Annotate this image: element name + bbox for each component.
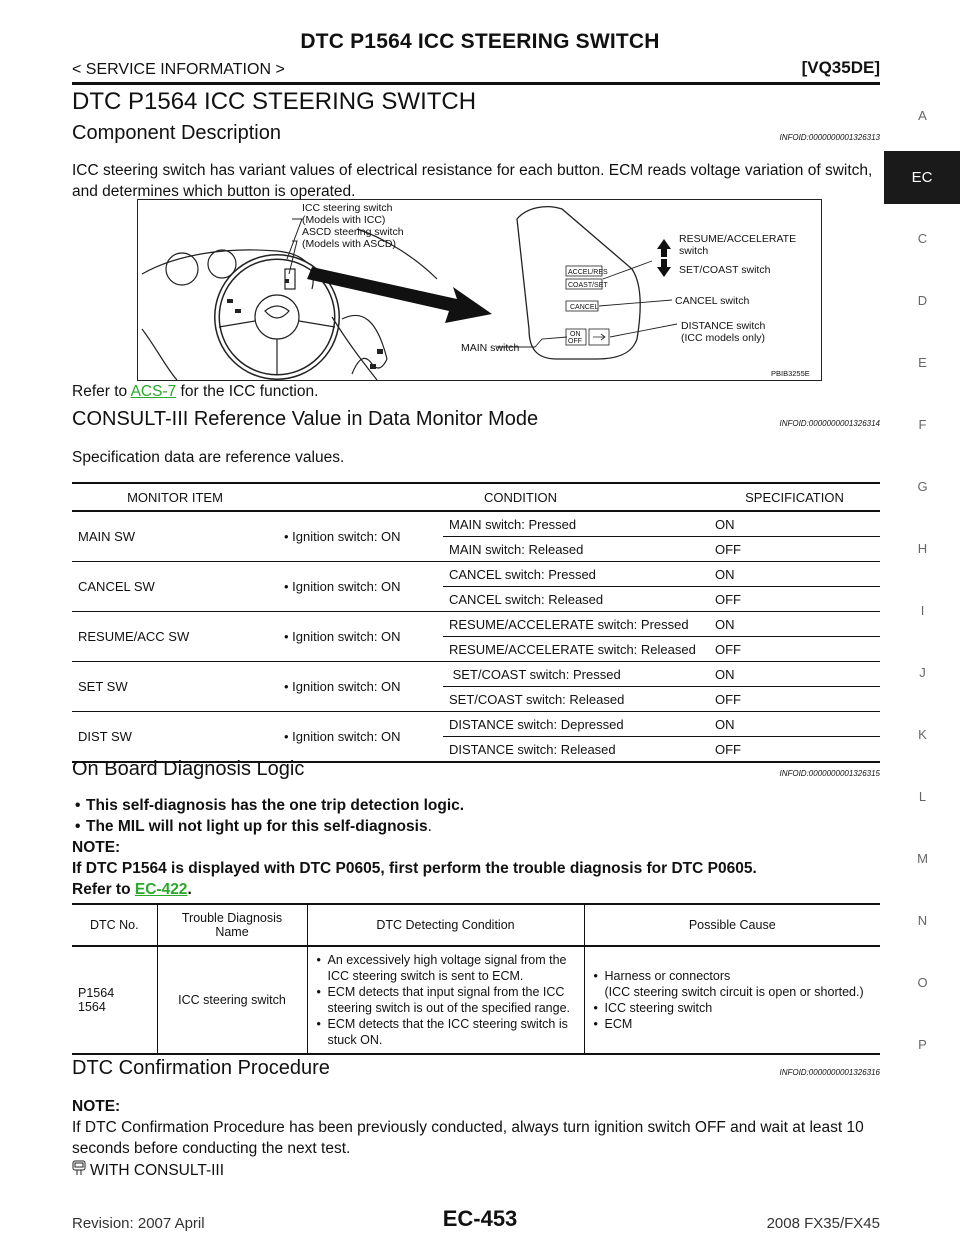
- sidebar-item-c[interactable]: C: [917, 231, 928, 246]
- row-spec-b: OFF: [715, 541, 741, 557]
- sidebar-item-j[interactable]: J: [919, 665, 926, 680]
- cause-item: • ECM: [605, 1016, 875, 1032]
- condition-list: [314, 952, 578, 1048]
- condition-item: • ECM detects that input signal from the ICC steering switch is out of the specified range.: [328, 984, 578, 1016]
- sidebar-item-p[interactable]: P: [918, 1037, 927, 1052]
- label-distance-models: (ICC models only): [681, 332, 766, 344]
- consult-table-header: [72, 483, 880, 511]
- with-consult: [72, 1160, 880, 1182]
- figure-code: PBIB3255E: [771, 369, 810, 378]
- row-spec-a: ON: [709, 511, 880, 537]
- footer-revision: Revision: 2007 April: [72, 1215, 205, 1232]
- sidebar-item-h[interactable]: H: [917, 541, 928, 556]
- dtc-name: ICC steering switch: [157, 946, 307, 1054]
- link-acs-7[interactable]: ACS-7: [130, 383, 177, 400]
- header-title: DTC P1564 ICC STEERING SWITCH: [300, 30, 660, 53]
- col-specification: SPECIFICATION: [745, 489, 844, 505]
- header-divider: [72, 82, 880, 85]
- steering-switch-figure: [137, 199, 822, 381]
- label-main-switch: MAIN switch: [461, 342, 520, 354]
- row-cond-a: RESUME/ACCELERATE switch: Pressed: [443, 612, 709, 637]
- row-cond-b: DISTANCE switch: Released: [449, 741, 616, 757]
- label-ascd-models: (Models with ASCD): [302, 238, 396, 250]
- infoid-obd: INFOID:0000000001326315: [779, 769, 880, 778]
- cause-list: [591, 968, 875, 1032]
- btn-coast-set: COAST/SET: [568, 282, 608, 289]
- row-cond: • Ignition switch: ON: [284, 579, 401, 594]
- consult-heading: CONSULT-III Reference Value in Data Monitor Mode: [72, 408, 539, 430]
- col-detecting-condition: DTC Detecting Condition: [307, 904, 584, 946]
- row-spec-a: ON: [709, 612, 880, 637]
- confirmation-note: [72, 1096, 880, 1159]
- row-cond-a: DISTANCE switch: Depressed: [443, 712, 709, 737]
- infoid-component: INFOID:0000000001326313: [779, 133, 880, 142]
- consult-tool-icon: [72, 1160, 90, 1182]
- row-item: SET SW: [78, 679, 128, 694]
- obd-logic-block: [72, 795, 880, 900]
- obd-note-text: If DTC P1564 is displayed with DTC P0605, first perform the trouble diagnosis for DTC P0605.: [72, 860, 757, 877]
- refer-acs: [72, 381, 880, 402]
- row-cond-b: MAIN switch: Released: [449, 541, 584, 557]
- dtc-conditions: [307, 946, 584, 1054]
- table-row: [72, 946, 880, 1054]
- table-row: [72, 662, 880, 687]
- btn-off: OFF: [568, 338, 582, 345]
- row-cond-a: MAIN switch: Pressed: [443, 511, 709, 537]
- sidebar-item-e[interactable]: E: [918, 355, 927, 370]
- dtc-table: [72, 903, 880, 1055]
- btn-cancel: CANCEL: [570, 304, 599, 311]
- with-consult-label: WITH CONSULT-III: [90, 1162, 225, 1180]
- refer-suffix: for the ICC function.: [176, 383, 319, 400]
- row-cond-a: SET/COAST switch: Pressed: [443, 662, 709, 687]
- row-cond-b: CANCEL switch: Released: [449, 591, 604, 607]
- condition-item: • ECM detects that the ICC steering switch is stuck ON.: [328, 1016, 578, 1048]
- sidebar-item-g[interactable]: G: [917, 479, 928, 494]
- table-row: [72, 712, 880, 737]
- obd-refer-prefix: Refer to: [72, 881, 135, 898]
- page-title: DTC P1564 ICC STEERING SWITCH: [72, 88, 477, 115]
- refer-prefix: Refer to: [72, 383, 131, 400]
- consult-note: Specification data are reference values.: [72, 449, 345, 466]
- row-spec-b: OFF: [715, 741, 741, 757]
- footer-page: EC-453: [442, 1206, 518, 1231]
- dtc-no-2: 1564: [78, 1000, 106, 1014]
- row-spec-a: ON: [709, 562, 880, 587]
- cause-harness-detail: (ICC steering switch circuit is open or shorted.): [604, 985, 864, 999]
- obd-bullet-2: [86, 816, 880, 837]
- row-cond: • Ignition switch: ON: [284, 679, 401, 694]
- sidebar-item-i[interactable]: I: [920, 603, 925, 618]
- sidebar-item-d[interactable]: D: [917, 293, 928, 308]
- table-row: [72, 562, 880, 587]
- obd-bullet-2-text: The MIL will not light up for this self-diagnosis: [86, 818, 428, 835]
- row-item: MAIN SW: [78, 529, 136, 544]
- row-cond: • Ignition switch: ON: [284, 729, 401, 744]
- row-spec-b: OFF: [715, 641, 741, 657]
- infoid-consult: INFOID:0000000001326314: [779, 419, 880, 428]
- cause-harness: Harness or connectors: [604, 969, 731, 983]
- btn-on: ON: [570, 331, 581, 338]
- confirmation-note-text: If DTC Confirmation Procedure has been previously conducted, always turn ignition switch OFF and wait at least 10 seconds before conducting the next test.: [72, 1119, 864, 1157]
- row-spec-a: ON: [709, 662, 880, 687]
- obd-bullet-1: • This self-diagnosis has the one trip detection logic.: [86, 795, 880, 816]
- obd-heading: On Board Diagnosis Logic: [72, 758, 305, 780]
- footer-model: 2008 FX35/FX45: [766, 1215, 880, 1232]
- label-icc-switch: ICC steering switch: [302, 202, 393, 214]
- cause-item: • ICC steering switch: [605, 1000, 875, 1016]
- cause-item: [605, 968, 875, 1000]
- obd-refer: [72, 879, 880, 900]
- row-cond-a: CANCEL switch: Pressed: [443, 562, 709, 587]
- col-condition: CONDITION: [484, 489, 557, 505]
- row-item: RESUME/ACC SW: [78, 629, 190, 644]
- row-item: DIST SW: [78, 729, 132, 744]
- link-ec-422[interactable]: EC-422: [134, 881, 188, 898]
- label-set-coast: SET/COAST switch: [679, 264, 771, 276]
- table-row: [72, 511, 880, 537]
- sidebar-item-l[interactable]: L: [918, 789, 927, 804]
- breadcrumb[interactable]: < SERVICE INFORMATION >: [72, 61, 285, 78]
- sidebar-item-a[interactable]: A: [918, 108, 927, 123]
- table-row: [72, 612, 880, 637]
- sidebar-item-f[interactable]: F: [918, 417, 927, 432]
- engine-code: [VQ35DE]: [801, 58, 880, 77]
- label-icc-models: (Models with ICC): [302, 214, 386, 226]
- dtc-causes: [584, 946, 880, 1054]
- row-spec-b: OFF: [715, 691, 741, 707]
- label-resume-switch: switch: [679, 245, 709, 257]
- row-spec-a: ON: [709, 712, 880, 737]
- label-cancel-switch: CANCEL switch: [675, 295, 750, 307]
- row-spec-b: OFF: [715, 591, 741, 607]
- sidebar-item-k[interactable]: K: [918, 727, 927, 742]
- col-trouble-name: Trouble Diagnosis Name: [157, 904, 307, 946]
- label-resume: RESUME/ACCELERATE: [679, 233, 797, 245]
- dtc-no-cell: [72, 946, 157, 1054]
- confirmation-heading: DTC Confirmation Procedure: [72, 1057, 330, 1079]
- label-distance-switch: DISTANCE switch: [681, 320, 766, 332]
- row-cond-b: SET/COAST switch: Released: [449, 691, 625, 707]
- obd-bullets: [72, 795, 880, 837]
- condition-item: • An excessively high voltage signal from the ICC steering switch is sent to ECM.: [328, 952, 578, 984]
- obd-note-label: NOTE:: [72, 839, 121, 856]
- col-possible-cause: Possible Cause: [584, 904, 880, 946]
- row-cond: • Ignition switch: ON: [284, 529, 401, 544]
- dtc-no: P1564: [78, 986, 115, 1000]
- sidebar-item-o[interactable]: O: [917, 975, 928, 990]
- component-description-text: ICC steering switch has variant values of electrical resistance for each button. ECM reads voltage variation of switch, and determines which button is operated.: [72, 162, 873, 200]
- row-cond: • Ignition switch: ON: [284, 629, 401, 644]
- col-monitor-item: MONITOR ITEM: [127, 489, 223, 505]
- sidebar-item-m[interactable]: M: [917, 851, 928, 866]
- label-ascd-switch: ASCD steering switch: [302, 226, 404, 238]
- confirmation-note-label: NOTE:: [72, 1098, 121, 1115]
- row-item: CANCEL SW: [78, 579, 155, 594]
- obd-bullet-2-period: .: [427, 818, 432, 835]
- col-dtc-no: DTC No.: [89, 918, 139, 932]
- sidebar-item-ec-active[interactable]: EC: [884, 151, 960, 204]
- obd-refer-suffix: .: [187, 881, 192, 898]
- btn-accel-res: ACCEL/RES: [568, 269, 608, 276]
- row-cond-b: RESUME/ACCELERATE switch: Released: [449, 641, 696, 657]
- component-description-heading: Component Description: [72, 122, 281, 144]
- infoid-confirmation: INFOID:0000000001326316: [779, 1068, 880, 1077]
- sidebar-item-n[interactable]: N: [917, 913, 928, 928]
- consult-table: [72, 482, 880, 763]
- dtc-table-header: [72, 904, 880, 946]
